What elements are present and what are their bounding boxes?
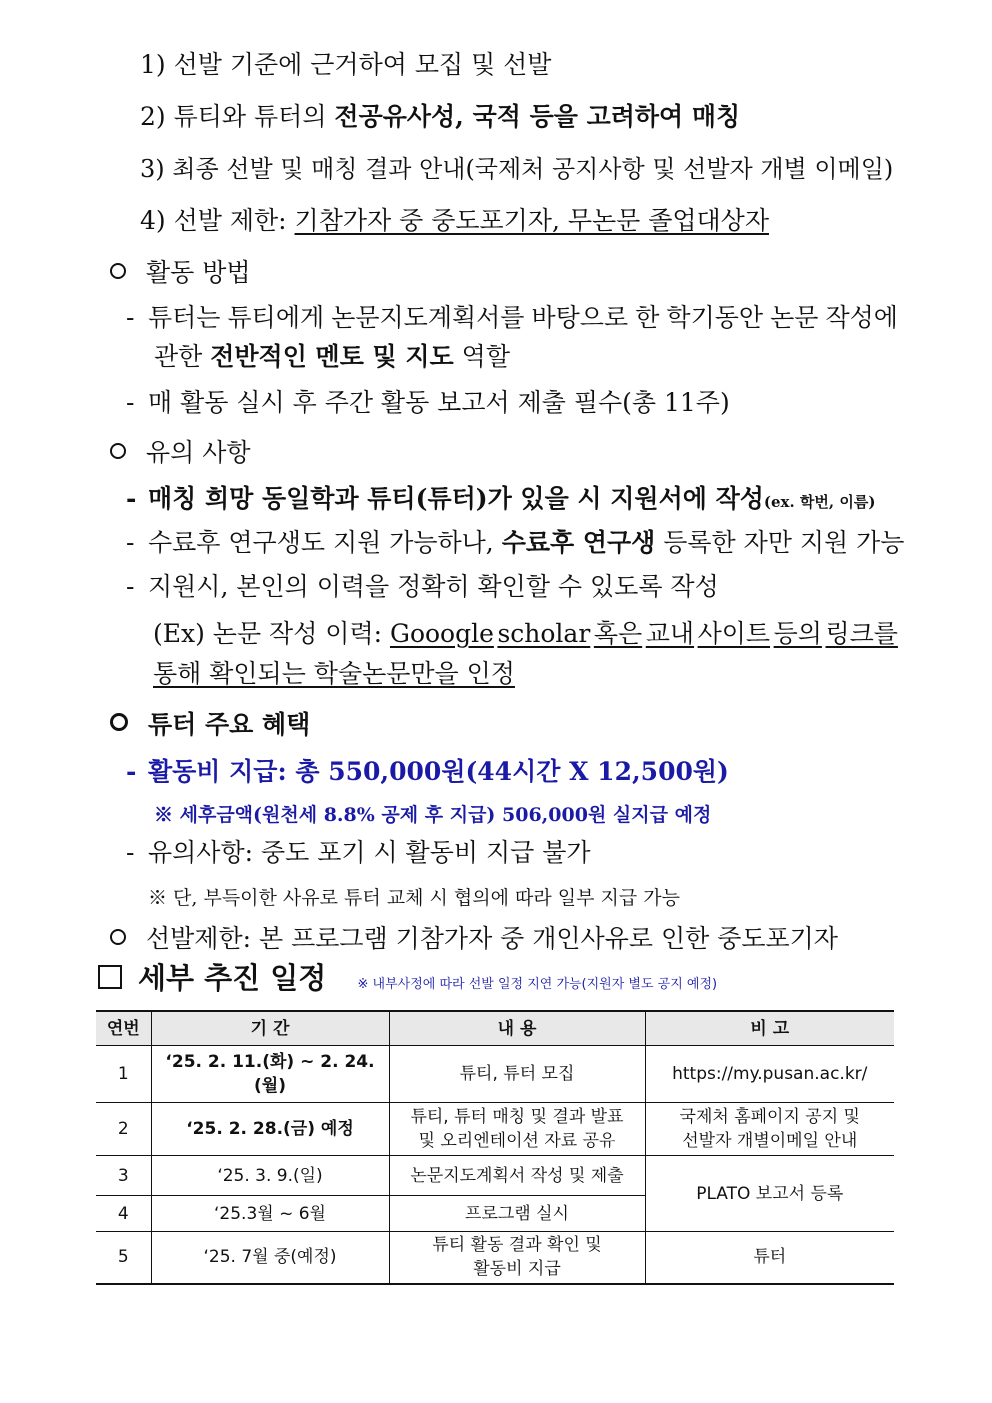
cell-no: 3 bbox=[96, 1156, 151, 1196]
cell-period: ‘25. 7월 중(예정) bbox=[151, 1232, 389, 1284]
notes-example bbox=[153, 619, 898, 649]
cell-no: 2 bbox=[96, 1103, 151, 1156]
notes-example-cont bbox=[153, 659, 515, 689]
cell-period: ‘25.3월 ~ 6월 bbox=[151, 1196, 389, 1232]
item-text: 튜터는 튜티에게 논문지도계획서를 바탕으로 한 학기동안 논문 작성에 bbox=[148, 303, 898, 332]
pay-text: 활동비 지급: 총 550,000원(44시간 X 12,500원) bbox=[148, 757, 729, 786]
dash-bullet-icon: - bbox=[126, 572, 135, 601]
section-heading: 튜터 주요 혜택 bbox=[148, 710, 311, 739]
cell-remark: PLATO 보고서 등록 bbox=[645, 1156, 894, 1232]
item-number: 2) bbox=[140, 102, 166, 131]
cell-content: 논문지도계획서 작성 및 제출 bbox=[389, 1156, 645, 1196]
cell-content-line: 활동비 지급 bbox=[473, 1259, 561, 1280]
notes-item-3 bbox=[126, 572, 719, 602]
schedule-note: ※ 내부사정에 따라 선발 일정 지연 가능(지원자 별도 공지 예정) bbox=[357, 977, 718, 992]
table-row bbox=[96, 1232, 894, 1284]
activity-item-1-cont bbox=[154, 342, 510, 372]
notes-item-2 bbox=[126, 528, 904, 558]
item-note: (ex. 학번, 이름) bbox=[763, 493, 876, 511]
cell-content-line: 및 오리엔테이션 자료 공유 bbox=[418, 1131, 616, 1151]
activity-heading bbox=[110, 258, 251, 288]
cell-remark-line: 선발자 개별이메일 안내 bbox=[682, 1131, 858, 1151]
benefits-caution bbox=[126, 838, 591, 868]
cell-content bbox=[389, 1103, 645, 1156]
item-text: 지원시, 본인의 이력을 정확히 확인할 수 있도록 작성 bbox=[148, 572, 719, 601]
activity-item-2 bbox=[126, 388, 730, 418]
schedule-table bbox=[96, 1010, 894, 1285]
circle-bullet-icon bbox=[110, 443, 126, 459]
schedule-title-text: 세부 추진 일정 bbox=[138, 961, 327, 995]
tax-note-text: ※ 세후금액(원천세 8.8% 공제 후 지급) 506,000원 실지급 예정 bbox=[154, 804, 712, 826]
table-row bbox=[96, 1046, 894, 1103]
selection-item-3 bbox=[140, 154, 893, 184]
cell-period: ‘25. 3. 9.(일) bbox=[151, 1156, 389, 1196]
benefits-caution-note bbox=[148, 883, 680, 913]
header-remark: 비 고 bbox=[645, 1011, 894, 1046]
notes-item-1 bbox=[126, 484, 875, 517]
cell-remark-line: 국제처 홈페이지 공지 및 bbox=[679, 1107, 860, 1127]
cell-content-line: 튜티, 튜터 매칭 및 결과 발표 bbox=[410, 1107, 624, 1127]
example-text-underlined: 통해 확인되는 학술논문만을 인정 bbox=[153, 659, 515, 688]
circle-bullet-icon bbox=[110, 713, 128, 731]
selection-item-2 bbox=[140, 102, 740, 132]
selection-item-1 bbox=[140, 50, 551, 80]
item-number: 1) bbox=[140, 50, 166, 79]
schedule-title bbox=[98, 960, 717, 1003]
notes-heading bbox=[110, 438, 251, 468]
cell-content-line: 튜티 활동 결과 확인 및 bbox=[432, 1235, 602, 1256]
cell-content: 튜티, 튜터 모집 bbox=[389, 1046, 645, 1103]
activity-item-1 bbox=[126, 303, 898, 333]
selection-item-4 bbox=[140, 206, 769, 236]
cell-period: ‘25. 2. 28.(금) 예정 bbox=[151, 1103, 389, 1156]
cell-content: 프로그램 실시 bbox=[389, 1196, 645, 1232]
dash-bullet-icon: - bbox=[126, 484, 137, 513]
cell-remark: https://my.pusan.ac.kr/ bbox=[645, 1046, 894, 1103]
circle-bullet-icon bbox=[110, 929, 126, 945]
cell-no: 1 bbox=[96, 1046, 151, 1103]
dash-bullet-icon: - bbox=[126, 757, 137, 786]
benefits-tax-note bbox=[154, 800, 711, 830]
item-text: 역할 bbox=[453, 342, 510, 371]
cell-remark bbox=[645, 1103, 894, 1156]
table-row bbox=[96, 1156, 894, 1196]
header-no: 연번 bbox=[96, 1011, 151, 1046]
benefits-pay bbox=[126, 757, 729, 787]
item-text: 수료후 연구생도 지원 가능하나, bbox=[148, 528, 502, 557]
section-heading: 유의 사항 bbox=[146, 438, 251, 467]
item-text: 관한 bbox=[154, 342, 211, 371]
cell-no: 4 bbox=[96, 1196, 151, 1232]
cell-no: 5 bbox=[96, 1232, 151, 1284]
item-text: 최종 선발 및 매칭 결과 안내(국제처 공지사항 및 선발자 개별 이메일) bbox=[172, 155, 894, 183]
dash-bullet-icon: - bbox=[126, 388, 135, 417]
dash-bullet-icon: - bbox=[126, 303, 135, 332]
caution-note-text: ※ 단, 부득이한 사유로 튜터 교체 시 협의에 따라 일부 지급 가능 bbox=[148, 887, 680, 909]
item-text-underlined: 기참가자 중 중도포기자, 무논문 졸업대상자 bbox=[294, 206, 769, 235]
circle-bullet-icon bbox=[110, 263, 126, 279]
table-header-row bbox=[96, 1011, 894, 1046]
benefits-heading bbox=[110, 710, 310, 740]
cell-remark: 튜터 bbox=[645, 1232, 894, 1284]
restriction-line bbox=[110, 924, 838, 954]
item-text-bold: 전반적인 멘토 및 지도 bbox=[210, 342, 454, 371]
item-text-bold: 수료후 연구생 bbox=[501, 528, 656, 557]
item-number: 4) bbox=[140, 206, 166, 235]
item-number: 3) bbox=[140, 155, 165, 183]
header-period: 기 간 bbox=[151, 1011, 389, 1046]
square-bullet-icon bbox=[98, 965, 122, 989]
example-text-underlined: Gooogle scholar 혹은 교내 사이트 등의 링크를 bbox=[389, 619, 898, 648]
item-text: 선발 기준에 근거하여 모집 및 선발 bbox=[173, 50, 552, 79]
header-content: 내 용 bbox=[389, 1011, 645, 1046]
item-text: 선발 제한: bbox=[173, 206, 295, 235]
table-row bbox=[96, 1103, 894, 1156]
cell-content bbox=[389, 1232, 645, 1284]
section-heading: 활동 방법 bbox=[146, 258, 251, 287]
restriction-text: 선발제한: 본 프로그램 기참가자 중 개인사유로 인한 중도포기자 bbox=[146, 924, 838, 953]
example-label: (Ex) 논문 작성 이력: bbox=[153, 619, 390, 648]
item-text: 매 활동 실시 후 주간 활동 보고서 제출 필수(총 11주) bbox=[148, 388, 730, 417]
dash-bullet-icon: - bbox=[126, 838, 135, 867]
cell-period: ‘25. 2. 11.(화) ~ 2. 24.(월) bbox=[151, 1046, 389, 1103]
caution-text: 유의사항: 중도 포기 시 활동비 지급 불가 bbox=[148, 838, 591, 867]
dash-bullet-icon: - bbox=[126, 528, 135, 557]
item-text-bold: 매칭 희망 동일학과 튜티(튜터)가 있을 시 지원서에 작성 bbox=[148, 484, 764, 513]
item-text-bold: 전공유사성, 국적 등을 고려하여 매칭 bbox=[334, 102, 741, 131]
item-text: 튜티와 튜터의 bbox=[173, 102, 335, 131]
item-text: 등록한 자만 지원 가능 bbox=[655, 528, 905, 557]
